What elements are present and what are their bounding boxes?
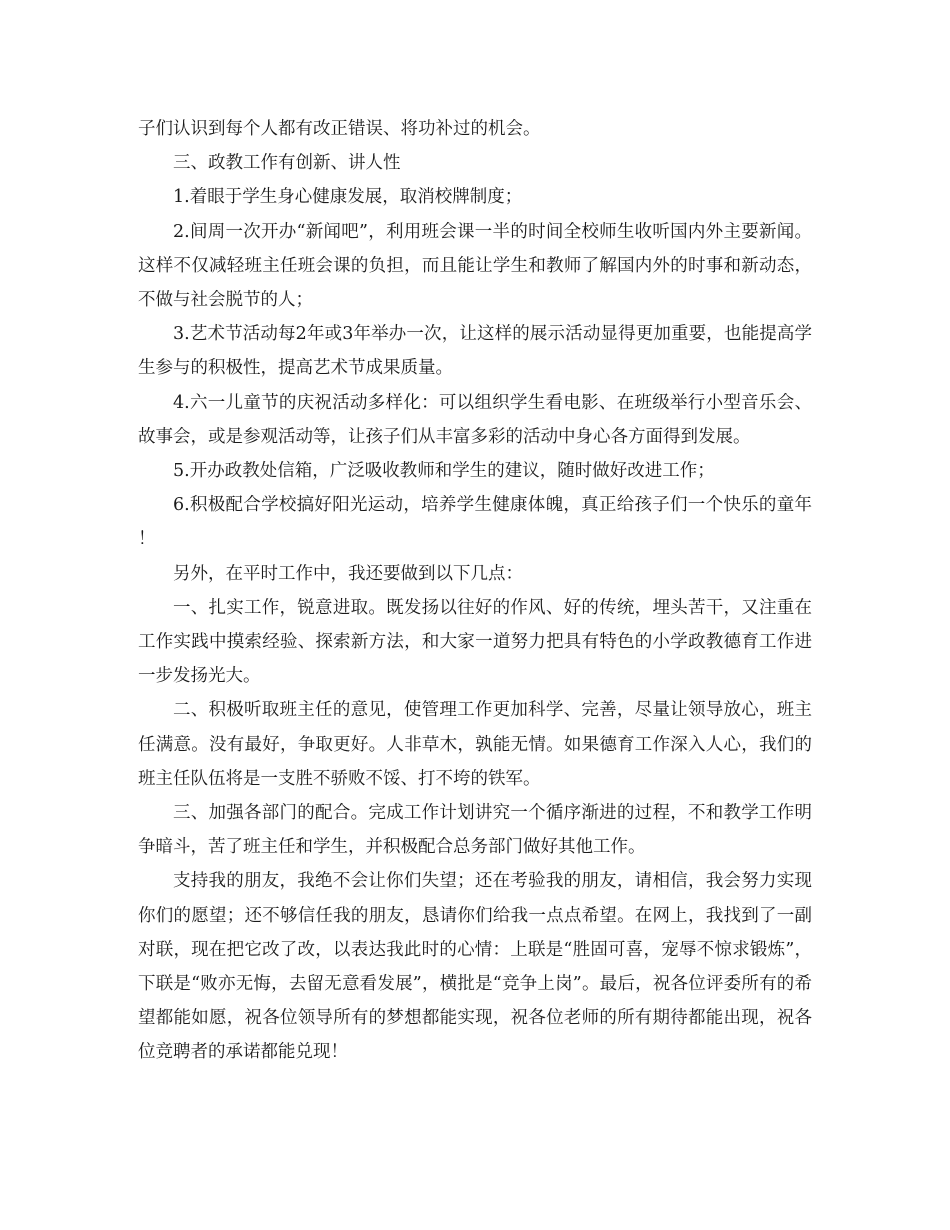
paragraph-13: 支持我的朋友，我绝不会让你们失望；还在考验我的朋友，请相信，我会努力实现你们的愿望；还不够信任我的朋友，恳请你们给我一点点希望。在网上，我找到了一副对联，现在把它改了改，以表达我此时的心情：上联是“胜固可喜，宠辱不惊求锻炼”，下联是“败亦无悔，去留无意看发展”，横批是“竞争上岗”。最后，祝各位评委所有的希望都能如愿，祝各位领导所有的梦想都能实现，祝各位老师的所有期待都能出现，祝各位竞聘者的承诺都能兑现！	[138, 871, 812, 1063]
paragraph-11: 二、积极听取班主任的意见，使管理工作更加科学、完善，尽量让领导放心，班主任满意。没有最好，争取更好。人非草木，孰能无情。如果德育工作深入人心，我们的班主任队伍将是一支胜不骄败不馁、打不垮的铁军。	[138, 700, 812, 789]
paragraph-3: 1.着眼于学生身心健康发展，取消校牌制度；	[173, 187, 523, 208]
paragraph-8: 6.积极配合学校搞好阳光运动，培养学生健康体魄，真正给孩子们一个快乐的童年！	[138, 495, 812, 550]
paragraph-4: 2.间周一次开办“新闻吧”，利用班会课一半的时间全校师生收听国内外主要新闻。这样不仅减轻班主任班会课的负担，而且能让学生和教师了解国内外的时事和新动态，不做与社会脱节的人；	[138, 221, 812, 311]
paragraph-10: 一、扎实工作，锐意进取。既发扬以往好的作风、好的传统，埋头苦干，又注重在工作实践中摸索经验、探索新方法，和大家一道努力把具有特色的小学政教德育工作进一步发扬光大。	[138, 597, 812, 687]
paragraph-2: 三、政教工作有创新、讲人性	[173, 153, 401, 174]
paragraph-1: 子们认识到每个人都有改正错误、将功补过的机会。	[138, 119, 541, 139]
paragraph-5: 3.艺术节活动每2年或3年举办一次，让这样的展示活动显得更加重要，也能提高学生参与的积极性，提高艺术节成果质量。	[138, 324, 812, 379]
paragraph-9: 另外，在平时工作中，我还要做到以下几点：	[173, 563, 523, 584]
document-page	[138, 112, 812, 1070]
paragraph-7: 5.开办政教处信箱，广泛吸收教师和学生的建议，随时做好改进工作；	[173, 461, 715, 482]
paragraph-6: 4.六一儿童节的庆祝活动多样化：可以组织学生看电影、在班级举行小型音乐会、故事会，或是参观活动等，让孩子们从丰富多彩的活动中身心各方面得到发展。	[138, 392, 812, 447]
paragraph-12: 三、加强各部门的配合。完成工作计划讲究一个循序渐进的过程，不和教学工作明争暗斗，苦了班主任和学生，并积极配合总务部门做好其他工作。	[138, 803, 812, 858]
